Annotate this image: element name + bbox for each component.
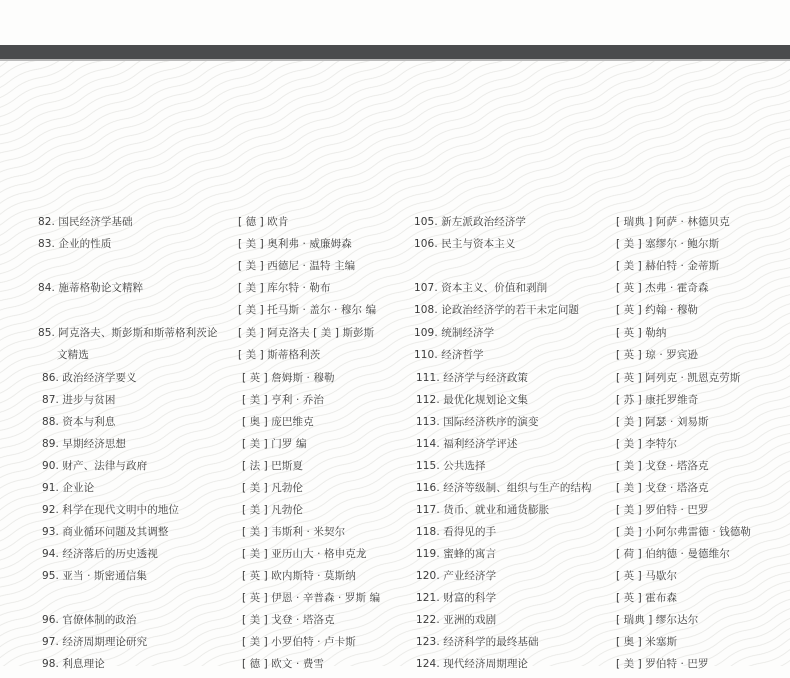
- book-author: [ 荷 ] 伯纳德 · 曼德维尔: [616, 548, 730, 560]
- book-title: 117. 货币、就业和通货膨胀: [416, 504, 550, 516]
- book-author: [ 英 ] 伊恩 · 辛普森 · 罗斯 编: [242, 592, 381, 604]
- book-title: 94. 经济落后的历史透视: [42, 548, 158, 560]
- book-author: [ 美 ] 戈登 · 塔洛克: [242, 614, 335, 626]
- book-author: [ 德 ] 欧文 · 费雪: [242, 658, 325, 670]
- list-row: [0, 302, 790, 324]
- book-title: 96. 官僚体制的政治: [42, 614, 137, 626]
- book-author: [ 美 ] 戈登 · 塔洛克: [616, 482, 709, 494]
- book-title: 98. 利息理论: [42, 658, 105, 670]
- book-title: 82. 国民经济学基础: [38, 216, 133, 228]
- list-row: [0, 347, 790, 369]
- book-author: [ 英 ] 琼 · 罗宾逊: [616, 349, 699, 361]
- list-row: [0, 546, 790, 568]
- book-author: [ 苏 ] 康托罗维奇: [616, 394, 699, 406]
- book-title: 105. 新左派政治经济学: [414, 216, 527, 228]
- list-row: [0, 656, 790, 678]
- book-title: 89. 早期经济思想: [42, 438, 127, 450]
- list-row: [0, 280, 790, 302]
- list-row: [0, 370, 790, 392]
- book-author: [ 美 ] 托马斯 · 盖尔 · 穆尔 编: [238, 304, 377, 316]
- book-title: 106. 民主与资本主义: [414, 238, 516, 250]
- book-author: [ 英 ] 杰弗 · 霍奇森: [616, 282, 709, 294]
- book-author: [ 英 ] 马歇尔: [616, 570, 678, 582]
- book-title: 115. 公共选择: [416, 460, 486, 472]
- list-row: [0, 480, 790, 502]
- book-author: [ 瑞典 ] 缪尔达尔: [616, 614, 699, 626]
- book-title: 124. 现代经济周期理论: [416, 658, 529, 670]
- list-row: [0, 414, 790, 436]
- book-author: [ 美 ] 罗伯特 · 巴罗: [616, 658, 709, 670]
- list-row: [0, 612, 790, 634]
- book-title: 122. 亚洲的戏剧: [416, 614, 497, 626]
- book-author: [ 英 ] 欧内斯特 · 莫斯纳: [242, 570, 356, 582]
- book-title: 120. 产业经济学: [416, 570, 497, 582]
- book-title: 93. 商业循环问题及其调整: [42, 526, 169, 538]
- book-title: 114. 福利经济学评述: [416, 438, 518, 450]
- book-title: 108. 论政治经济学的若干未定问题: [414, 304, 580, 316]
- book-title: 119. 蜜蜂的寓言: [416, 548, 497, 560]
- book-author: [ 奥 ] 米塞斯: [616, 636, 678, 648]
- book-author: [ 英 ] 勒纳: [616, 327, 667, 339]
- list-row: [0, 568, 790, 590]
- book-title: 118. 看得见的手: [416, 526, 497, 538]
- book-author: [ 美 ] 阿克洛夫 [ 美 ] 斯彭斯: [238, 327, 375, 339]
- list-row: [0, 458, 790, 480]
- book-title: 109. 统制经济学: [414, 327, 495, 339]
- list-row: [0, 590, 790, 612]
- book-title: 97. 经济周期理论研究: [42, 636, 148, 648]
- book-author: [ 奥 ] 庞巴维克: [242, 416, 314, 428]
- book-author: [ 美 ] 门罗 编: [242, 438, 307, 450]
- list-row: [0, 502, 790, 524]
- list-row: [0, 524, 790, 546]
- book-title: 88. 资本与利息: [42, 416, 116, 428]
- book-author: [ 美 ] 罗伯特 · 巴罗: [616, 504, 709, 516]
- list-row: [0, 436, 790, 458]
- book-author: [ 美 ] 库尔特 · 勒布: [238, 282, 331, 294]
- book-author: [ 美 ] 亚历山大 · 格申克龙: [242, 548, 367, 560]
- book-author: [ 美 ] 韦斯利 · 米契尔: [242, 526, 346, 538]
- book-author: [ 瑞典 ] 阿萨 · 林德贝克: [616, 216, 730, 228]
- book-author: [ 美 ] 李特尔: [616, 438, 678, 450]
- book-title: 113. 国际经济秩序的演变: [416, 416, 539, 428]
- book-author: [ 美 ] 塞缪尔 · 鲍尔斯: [616, 238, 720, 250]
- book-title: 123. 经济科学的最终基础: [416, 636, 539, 648]
- book-author: [ 法 ] 巴斯夏: [242, 460, 304, 472]
- book-author: [ 英 ] 詹姆斯 · 穆勒: [242, 372, 335, 384]
- list-row: [0, 258, 790, 280]
- book-title: 83. 企业的性质: [38, 238, 112, 250]
- book-title: 85. 阿克洛夫、斯彭斯和斯蒂格利茨论: [38, 327, 218, 339]
- list-row: [0, 236, 790, 258]
- book-author: [ 美 ] 西德尼 · 温特 主编: [238, 260, 356, 272]
- book-title: 111. 经济学与经济政策: [416, 372, 529, 384]
- book-author: [ 美 ] 戈登 · 塔洛克: [616, 460, 709, 472]
- book-title: 86. 政治经济学要义: [42, 372, 137, 384]
- book-author: [ 美 ] 斯蒂格利茨: [238, 349, 321, 361]
- book-title: 文精选: [57, 349, 89, 361]
- book-title: 91. 企业论: [42, 482, 95, 494]
- book-author: [ 美 ] 小阿尔弗雷德 · 钱德勒: [616, 526, 752, 538]
- book-author: [ 美 ] 赫伯特 · 金蒂斯: [616, 260, 720, 272]
- book-author: [ 英 ] 约翰 · 穆勒: [616, 304, 699, 316]
- book-title: 84. 施蒂格勒论文精粹: [38, 282, 144, 294]
- header-bar: [0, 45, 790, 59]
- book-author: [ 美 ] 亨利 · 乔治: [242, 394, 325, 406]
- book-author: [ 德 ] 欧肯: [238, 216, 289, 228]
- book-title: 92. 科学在现代文明中的地位: [42, 504, 180, 516]
- list-row: [0, 634, 790, 656]
- book-author: [ 美 ] 凡勃伦: [242, 504, 304, 516]
- book-author: [ 英 ] 霍布森: [616, 592, 678, 604]
- book-author: [ 英 ] 阿列克 · 凯恩克劳斯: [616, 372, 741, 384]
- book-author: [ 美 ] 凡勃伦: [242, 482, 304, 494]
- book-title: 121. 财富的科学: [416, 592, 497, 604]
- list-row: [0, 392, 790, 414]
- book-title: 87. 进步与贫困: [42, 394, 116, 406]
- book-title: 116. 经济等级制、组织与生产的结构: [416, 482, 592, 494]
- list-row: [0, 325, 790, 347]
- book-author: [ 美 ] 奥利弗 · 威廉姆森: [238, 238, 352, 250]
- book-author: [ 美 ] 小罗伯特 · 卢卡斯: [242, 636, 356, 648]
- book-author: [ 美 ] 阿瑟 · 刘易斯: [616, 416, 709, 428]
- book-title: 90. 财产、法律与政府: [42, 460, 148, 472]
- book-title: 110. 经济哲学: [414, 349, 484, 361]
- book-title: 107. 资本主义、价值和剥削: [414, 282, 548, 294]
- book-title: 95. 亚当 · 斯密通信集: [42, 570, 147, 582]
- book-title: 112. 最优化规划论文集: [416, 394, 529, 406]
- list-row: [0, 214, 790, 236]
